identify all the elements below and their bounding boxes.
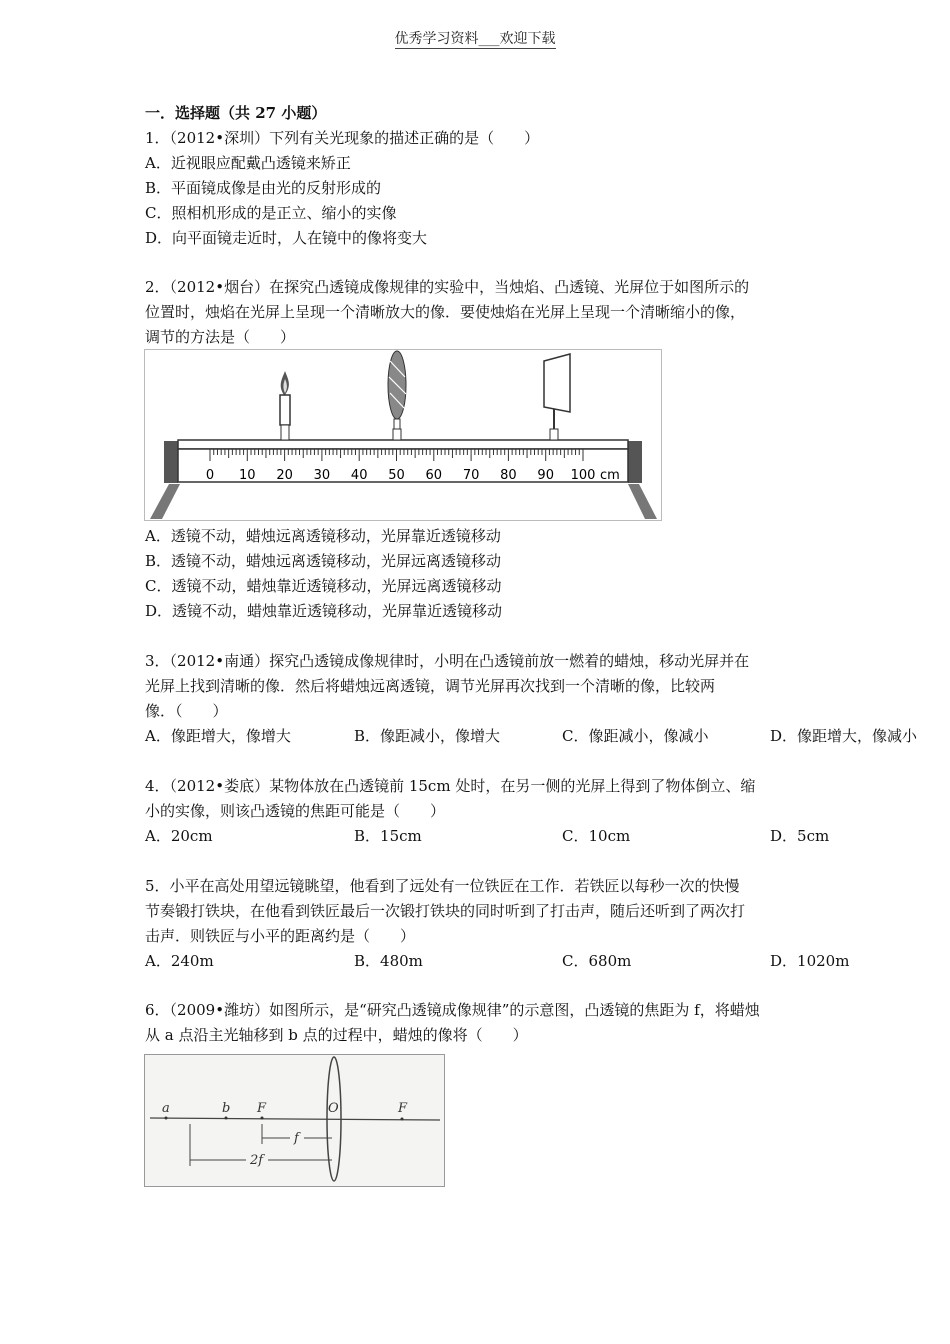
q3-option-d: D．像距增大，像减小	[770, 727, 918, 745]
page-header: 优秀学习资料___欢迎下载	[394, 31, 556, 47]
point-b-dot	[225, 1117, 228, 1120]
rail-top	[178, 440, 628, 449]
scale-label: 80	[500, 468, 517, 483]
scale-label: 0	[205, 468, 215, 483]
right-end-post	[628, 441, 642, 483]
label-2f: 2f	[250, 1153, 264, 1168]
q1-option-a: A．近视眼应配戴凸透镜来矫正	[145, 154, 351, 172]
q3-stem-line1: 3．（2012•南通）探究凸透镜成像规律时，小明在凸透镜前放一燃着的蜡烛，移动光屏并在	[145, 652, 750, 670]
q1-stem: 1．（2012•深圳）下列有关光现象的描述正确的是（ ）	[145, 129, 540, 147]
q5-stem-line3: 击声．则铁匠与小平的距离约是（ ）	[145, 927, 416, 945]
point-a-dot	[165, 1117, 168, 1120]
q2-stem-line2: 位置时，烛焰在光屏上呈现一个清晰放大的像．要使烛焰在光屏上呈现一个清晰缩小的像，	[145, 303, 746, 321]
section-title: 一．选择题（共 27 小题）	[145, 104, 327, 122]
focus-left-dot	[261, 1117, 264, 1120]
q5-option-b: B．480m	[354, 952, 423, 970]
q2-stem-line1: 2．（2012•烟台）在探究凸透镜成像规律的实验中，当烛焰、凸透镜、光屏位于如图所示的	[145, 278, 750, 296]
scale-label: 10	[239, 468, 256, 483]
scale-label: 100	[570, 468, 596, 483]
scale-label: 40	[350, 468, 368, 483]
q5-option-c: C．680m	[562, 952, 632, 970]
q2-stem-line3: 调节的方法是（ ）	[145, 328, 296, 346]
q3-option-a: A．像距增大，像增大	[145, 727, 291, 745]
q5-stem-line1: 5．小平在高处用望远镜眺望，他看到了远处有一位铁匠在工作．若铁匠以每秒一次的快慢	[145, 877, 740, 895]
focus-right-dot	[401, 1118, 404, 1121]
q2-option-b: B．透镜不动，蜡烛远离透镜移动，光屏远离透镜移动	[145, 552, 502, 570]
q2-option-a: A．透镜不动，蜡烛远离透镜移动，光屏靠近透镜移动	[145, 527, 501, 545]
q4-option-c: C．10cm	[562, 827, 631, 845]
optical-bench-figure	[144, 349, 662, 521]
q4-stem-line2: 小的实像，则该凸透镜的焦距可能是（ ）	[145, 802, 446, 820]
label-b: b	[222, 1101, 231, 1116]
candle	[280, 371, 290, 440]
q2-option-c: C．透镜不动，蜡烛靠近透镜移动，光屏远离透镜移动	[145, 577, 502, 595]
q1-option-d: D．向平面镜走近时，人在镜中的像将变大	[145, 229, 428, 247]
scale-label: 60	[425, 468, 443, 483]
q1-option-c: C．照相机形成的是正立、缩小的实像	[145, 204, 397, 222]
lens-axis-figure	[144, 1054, 445, 1187]
q3-option-c: C．像距减小，像减小	[562, 727, 709, 745]
left-end-post	[164, 441, 178, 483]
label-f: f	[294, 1131, 299, 1146]
q2-option-d: D．透镜不动，蜡烛靠近透镜移动，光屏靠近透镜移动	[145, 602, 503, 620]
q4-option-b: B．15cm	[354, 827, 422, 845]
scale-label: 50	[388, 468, 405, 483]
unit-label: cm	[600, 468, 620, 483]
q1-option-b: B．平面镜成像是由光的反射形成的	[145, 179, 382, 197]
label-a: a	[162, 1101, 170, 1116]
q5-option-a: A．240m	[145, 952, 214, 970]
scale-label: 20	[276, 468, 293, 483]
label-O: O	[328, 1101, 339, 1116]
q3-option-b: B．像距减小，像增大	[354, 727, 501, 745]
q4-stem-line1: 4．（2012•娄底）某物体放在凸透镜前 15cm 处时，在另一侧的光屏上得到了物体倒立、缩	[145, 777, 756, 795]
label-F-left: F	[257, 1101, 267, 1116]
q4-option-a: A．20cm	[145, 827, 213, 845]
scale-label: 70	[462, 468, 480, 483]
scale-label: 30	[313, 468, 331, 483]
q3-stem-line3: 像．（ ）	[145, 702, 228, 720]
q6-stem-line2: 从 a 点沿主光轴移到 b 点的过程中，蜡烛的像将（ ）	[145, 1026, 528, 1044]
label-F-right: F	[398, 1101, 408, 1116]
q3-stem-line2: 光屏上找到清晰的像．然后将蜡烛远离透镜，调节光屏再次找到一个清晰的像，比较两	[145, 677, 716, 695]
q5-stem-line2: 节奏锻打铁块，在他看到铁匠最后一次锻打铁块的同时听到了打击声，随后还听到了两次打	[145, 902, 746, 920]
q4-option-d: D．5cm	[770, 827, 830, 845]
scale-label: 90	[537, 468, 554, 483]
q5-option-d: D．1020m	[770, 952, 850, 970]
q6-stem-line1: 6．（2009•潍坊）如图所示，是“研究凸透镜成像规律”的示意图，凸透镜的焦距为 f，将蜡烛	[145, 1001, 760, 1019]
